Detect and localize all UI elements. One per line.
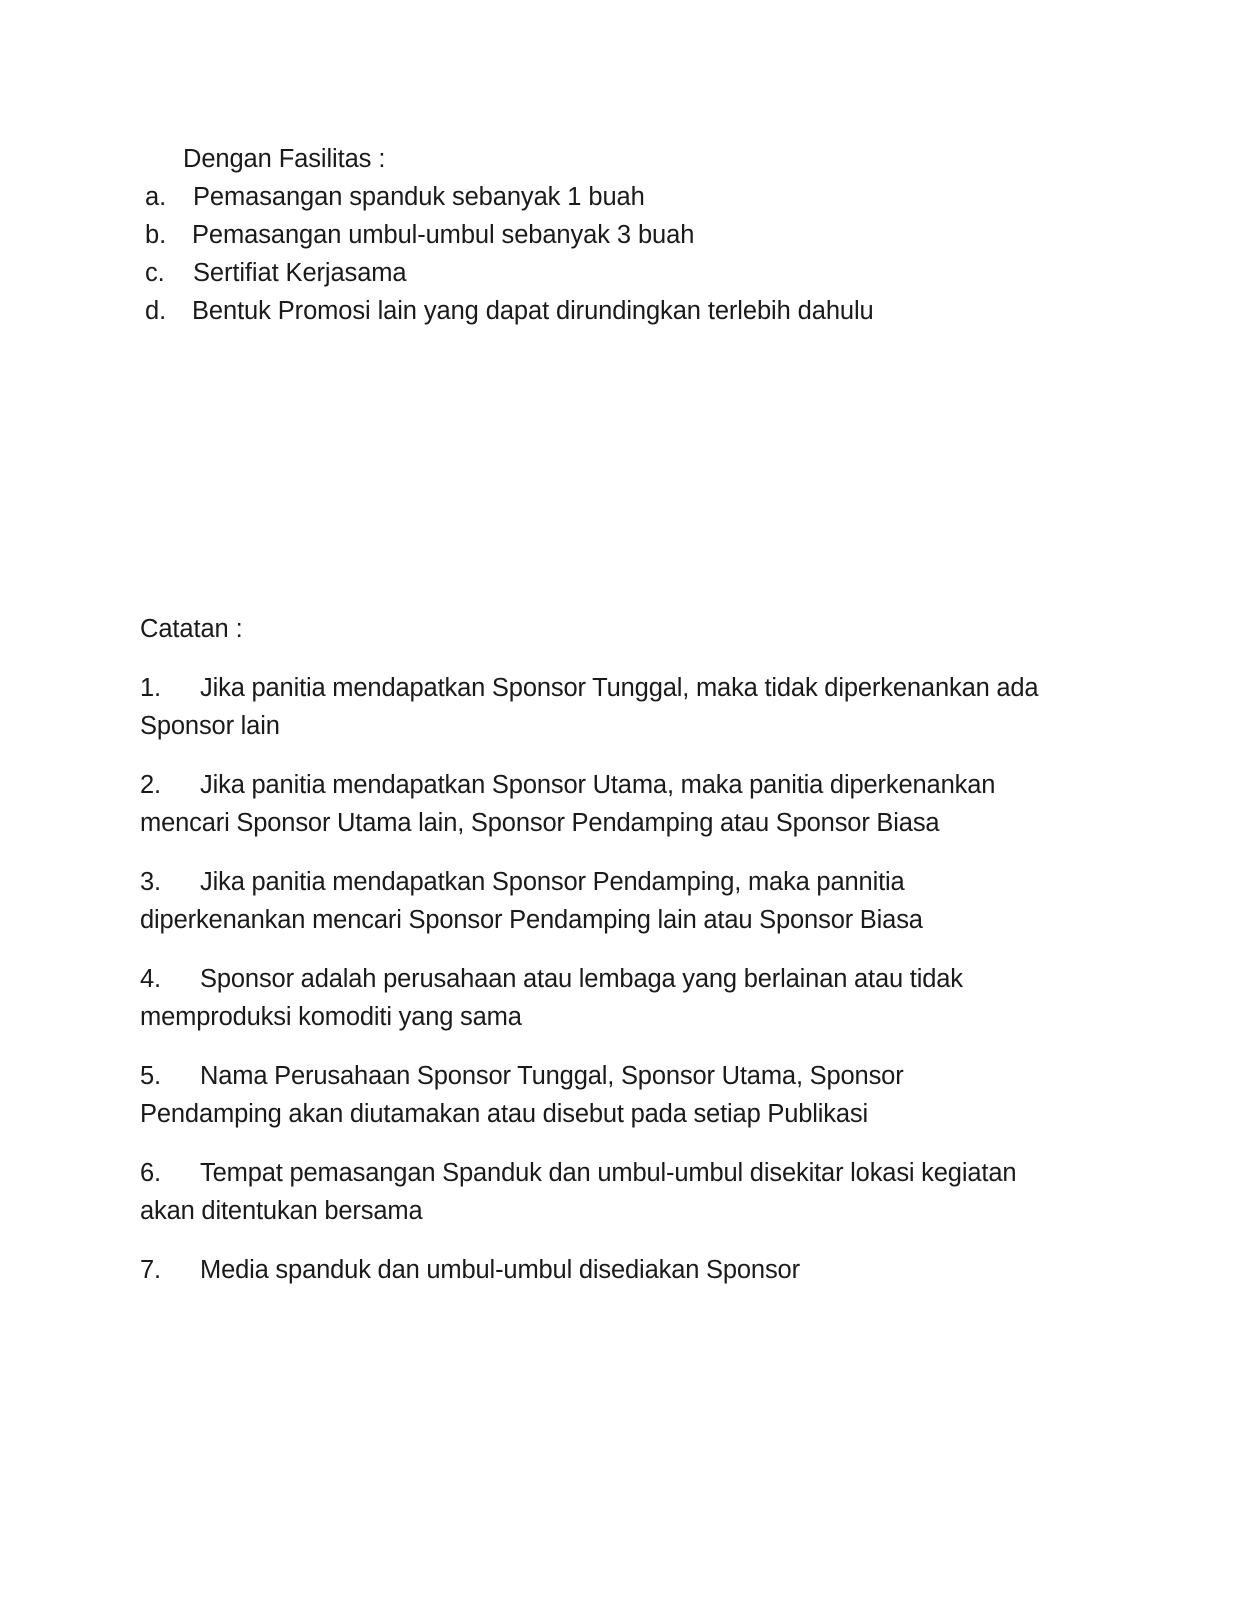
list-item: [140, 669, 1045, 745]
facilities-heading: Dengan Fasilitas :: [183, 145, 386, 173]
list-item-text: Bentuk Promosi lain yang dapat dirundingkan terlebih dahulu: [192, 297, 874, 325]
list-item-text: Jika panitia mendapatkan Sponsor Tunggal, maka tidak diperkenankan ada Sponsor lain: [140, 674, 1039, 740]
list-item-text: Media spanduk dan umbul-umbul disediakan Sponsor: [200, 1256, 800, 1284]
list-item: [140, 766, 1045, 842]
list-item: [140, 1251, 1045, 1289]
list-item: [0, 254, 1237, 292]
notes-heading: Catatan :: [140, 615, 243, 643]
notes-list: [0, 669, 1237, 1289]
list-item-text: Pemasangan spanduk sebanyak 1 buah: [193, 183, 645, 211]
list-item: [0, 216, 1237, 254]
list-item: [140, 960, 1045, 1036]
list-item-text: Tempat pemasangan Spanduk dan umbul-umbul disekitar lokasi kegiatan akan ditentukan bersama: [140, 1159, 1017, 1225]
facilities-list: [0, 178, 1237, 330]
list-marker: b.: [145, 221, 167, 249]
list-marker: 4.: [140, 965, 161, 993]
list-marker: 1.: [140, 674, 161, 702]
list-marker: 6.: [140, 1159, 161, 1187]
facilities-section: [0, 140, 1237, 330]
list-item-text: Sertifiat Kerjasama: [193, 259, 407, 287]
list-item: [140, 863, 1045, 939]
list-marker: 3.: [140, 868, 161, 896]
notes-section: [0, 610, 1237, 1289]
list-item-text: Nama Perusahaan Sponsor Tunggal, Sponsor Utama, Sponsor Pendamping akan diutamakan atau disebut pada setiap Publikasi: [140, 1062, 904, 1128]
list-item-text: Pemasangan umbul-umbul sebanyak 3 buah: [192, 221, 695, 249]
list-item: [0, 292, 1237, 330]
list-item-text: Jika panitia mendapatkan Sponsor Pendamping, maka pannitia diperkenankan mencari Sponsor Pendamping lain atau Sponsor Biasa: [140, 868, 923, 934]
list-item-text: Jika panitia mendapatkan Sponsor Utama, maka panitia diperkenankan mencari Sponsor Utama lain, Sponsor Pendamping atau Sponsor Biasa: [140, 771, 996, 837]
list-marker: 7.: [140, 1256, 161, 1284]
list-item: [140, 1057, 1045, 1133]
list-marker: c.: [145, 259, 165, 287]
list-item-text: Sponsor adalah perusahaan atau lembaga yang berlainan atau tidak memproduksi komoditi yang sama: [140, 965, 963, 1031]
list-marker: d.: [145, 297, 167, 325]
list-item: [0, 178, 1237, 216]
list-item: [140, 1154, 1045, 1230]
list-marker: 5.: [140, 1062, 161, 1090]
list-marker: 2.: [140, 771, 161, 799]
list-marker: a.: [145, 183, 167, 211]
